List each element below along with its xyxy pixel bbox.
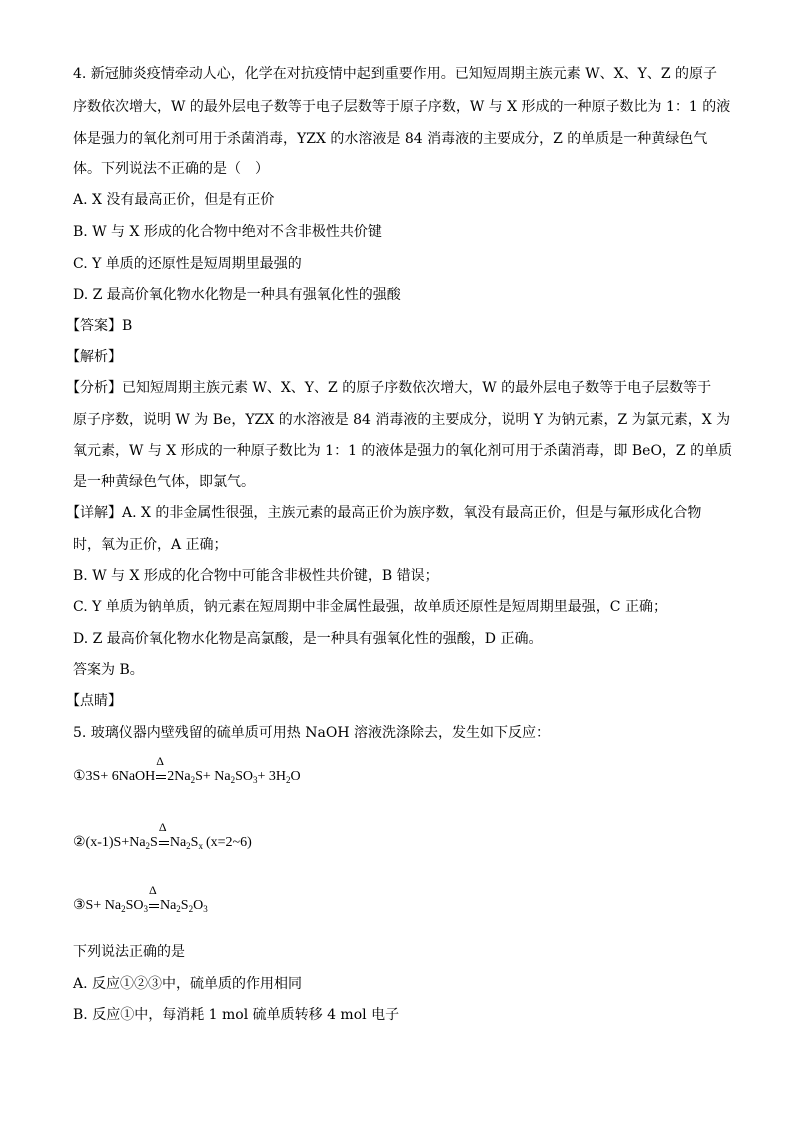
q4-option-d: D. Z 最高价氧化物水化物是一种具有强氧化性的强酸 bbox=[73, 287, 401, 303]
q4-detail-line-3: B. W 与 X 形成的化合物中可能含非极性共价键，B 错误； bbox=[73, 568, 439, 584]
q5-equation-3: ③S+ $Na_2SO_3$ Δ $Na_2S_2O_3$ bbox=[73, 883, 208, 914]
q4-option-a: A. X 没有最高正价，但是有正价 bbox=[73, 192, 275, 208]
q4-stem-line-1: 4. 新冠肺炎疫情牵动人心，化学在对抗疫情中起到重要作用。已知短周期主族元素 W、X、Y、Z 的原子 bbox=[73, 66, 718, 82]
q5-equation-2: $②(x-1)S+Na_2S$ Δ $Na_2S_x$ (x=2~6) bbox=[73, 820, 252, 851]
q4-analysis-title: 【解析】 bbox=[66, 349, 122, 365]
heat-arrow: Δ bbox=[158, 835, 170, 851]
q4-option-c: C. Y 单质的还原性是短周期里最强的 bbox=[73, 256, 302, 272]
q4-analysis-line-4: 是一种黄绿色气体，即氯气。 bbox=[73, 474, 255, 490]
q4-stem-line-2: 序数依次增大，W 的最外层电子数等于电子层数等于原子序数，W 与 X 形成的一种原子数比为 1：1 的液 bbox=[73, 99, 731, 115]
q4-stem-line-4: 体。下列说法不正确的是（ ） bbox=[73, 161, 269, 177]
q5-option-b: B. 反应①中，每消耗 1 mol 硫单质转移 4 mol 电子 bbox=[73, 1007, 400, 1023]
q4-analysis-line-2: 原子序数，说明 W 为 Be，YZX 的水溶液是 84 消毒液的主要成分，说明 Y 为钠元素，Z 为氯元素，X 为 bbox=[73, 412, 731, 428]
q4-detail-line-1: 【详解】A. X 的非金属性很强，主族元素的最高正价为族序数，氧没有最高正价，但是与氟形成化合物 bbox=[66, 505, 702, 521]
q5-stem: 5. 玻璃仪器内壁残留的硫单质可用热 NaOH 溶液洗涤除去，发生如下反应： bbox=[73, 725, 550, 741]
heat-arrow: Δ bbox=[155, 769, 167, 785]
q4-stem-line-3: 体是强力的氧化剂可用于杀菌消毒，YZX 的水溶液是 84 消毒液的主要成分，Z 的单质是一种黄绿色气 bbox=[73, 131, 708, 147]
q4-detail-line-5: D. Z 最高价氧化物水化物是高氯酸，是一种具有强氧化性的强酸，D 正确。 bbox=[73, 631, 543, 647]
q5-option-a: A. 反应①②③中，硫单质的作用相同 bbox=[73, 976, 303, 992]
q4-option-b: B. W 与 X 形成的化合物中绝对不含非极性共价键 bbox=[73, 224, 382, 240]
q4-detail-line-4: C. Y 单质为钠单质，钠元素在短周期中非金属性最强，故单质还原性是短周期里最强，C 正确； bbox=[73, 599, 667, 615]
q4-analysis-line-3: 氧元素，W 与 X 形成的一种原子数比为 1：1 的液体是强力的氧化剂可用于杀菌消毒，即 BeO，Z 的单质 bbox=[73, 443, 733, 459]
q4-analysis-line-1: 【分析】已知短周期主族元素 W、X、Y、Z 的原子序数依次增大，W 的最外层电子数等于电子层数等于 bbox=[66, 380, 712, 396]
q4-conclusion: 答案为 B。 bbox=[73, 662, 144, 678]
heat-arrow: Δ bbox=[148, 898, 160, 914]
q4-detail-line-2: 时，氧为正价，A 正确； bbox=[73, 537, 228, 553]
q4-answer: 【答案】B bbox=[66, 318, 133, 334]
q4-comment: 【点睛】 bbox=[66, 693, 122, 709]
q5-prompt: 下列说法正确的是 bbox=[73, 944, 185, 960]
q5-equation-1: ①3S+ 6NaOH Δ $2Na_2S+ Na_2SO_3+ 3H_2O$ bbox=[73, 754, 301, 785]
